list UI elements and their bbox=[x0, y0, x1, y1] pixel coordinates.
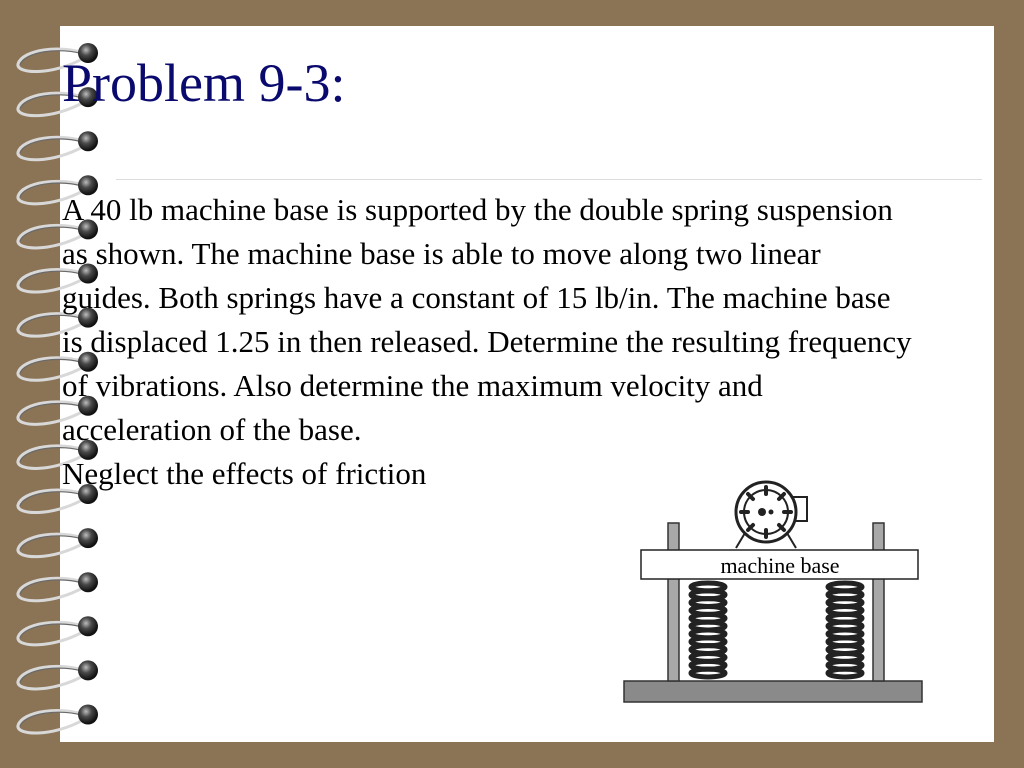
spring-coil bbox=[691, 669, 725, 677]
machine-base-label: machine base bbox=[720, 553, 840, 578]
ground-plate bbox=[624, 681, 922, 702]
left-guide-rod bbox=[668, 523, 679, 681]
page-title: Problem 9-3: bbox=[62, 53, 346, 113]
problem-note: Neglect the effects of friction bbox=[62, 456, 427, 491]
right-guide-rod bbox=[873, 523, 884, 681]
right-spring bbox=[828, 583, 862, 677]
problem-paragraph: A 40 lb machine base is supported by the double spring suspension as shown. The machine base is able to move along two linear guides. Both springs have a constant of 15 lb/in. The machine base is displaced 1.25 in then released. Determine the resulting frequency of vibrations. Also determine the maximum velocity and acceleration of the base. bbox=[62, 192, 912, 447]
spring-coil bbox=[828, 669, 862, 677]
left-spring bbox=[691, 583, 725, 677]
motor-icon bbox=[736, 482, 807, 548]
